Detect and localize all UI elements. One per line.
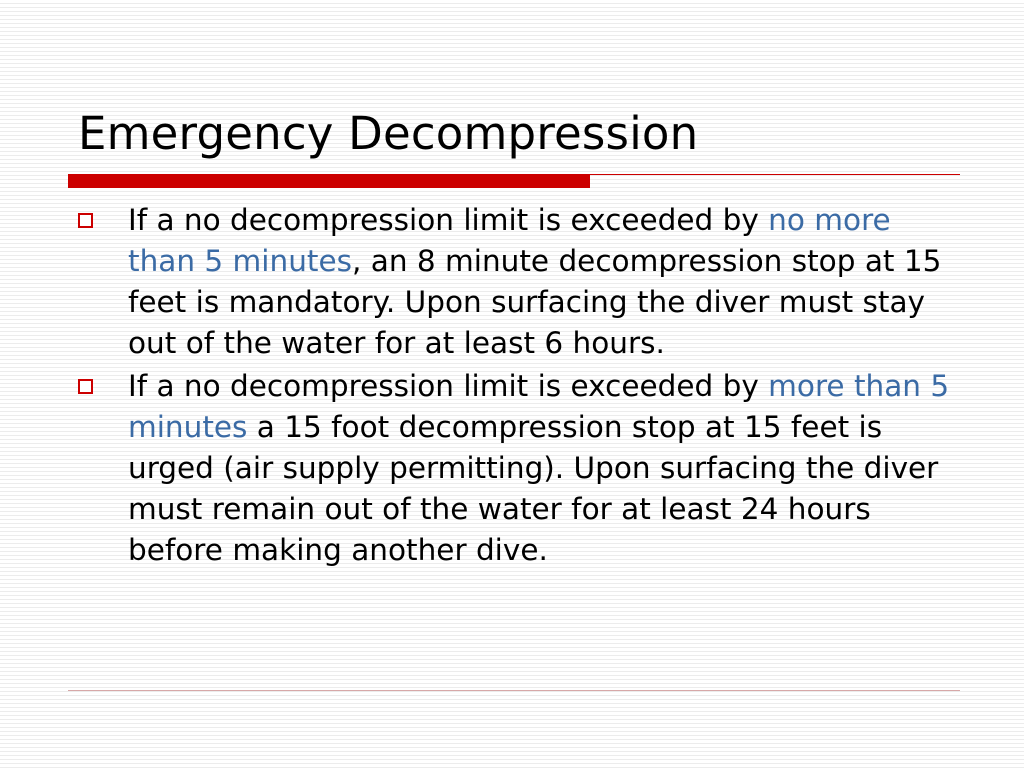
bullet-text-after: a 15 foot decompression stop at 15 feet is urged (air supply permitting). Upon surfacing the diver must remain out of the water for at least 24 hours before making another dive. bbox=[128, 410, 939, 567]
bullet-list bbox=[78, 200, 958, 573]
title-divider-thick bbox=[68, 174, 590, 188]
bullet-highlight: no more than 5 minutes bbox=[128, 203, 891, 278]
hollow-square-icon bbox=[78, 213, 93, 228]
bullet-text-before: If a no decompression limit is exceeded by bbox=[128, 203, 769, 237]
bullet-text-before: If a no decompression limit is exceeded by bbox=[128, 369, 769, 403]
title-divider-thin bbox=[590, 174, 960, 175]
bullet-item bbox=[78, 366, 958, 571]
title-divider bbox=[68, 174, 960, 188]
hollow-square-icon bbox=[78, 379, 93, 394]
bullet-highlight: more than 5 minutes bbox=[128, 369, 950, 444]
bullet-text-after: , an 8 minute decompression stop at 15 feet is mandatory. Upon surfacing the diver must stay out of the water for at least 6 hours. bbox=[128, 244, 942, 360]
bullet-item bbox=[78, 200, 958, 364]
footer-divider bbox=[68, 690, 960, 691]
slide-title: Emergency Decompression bbox=[78, 107, 699, 160]
